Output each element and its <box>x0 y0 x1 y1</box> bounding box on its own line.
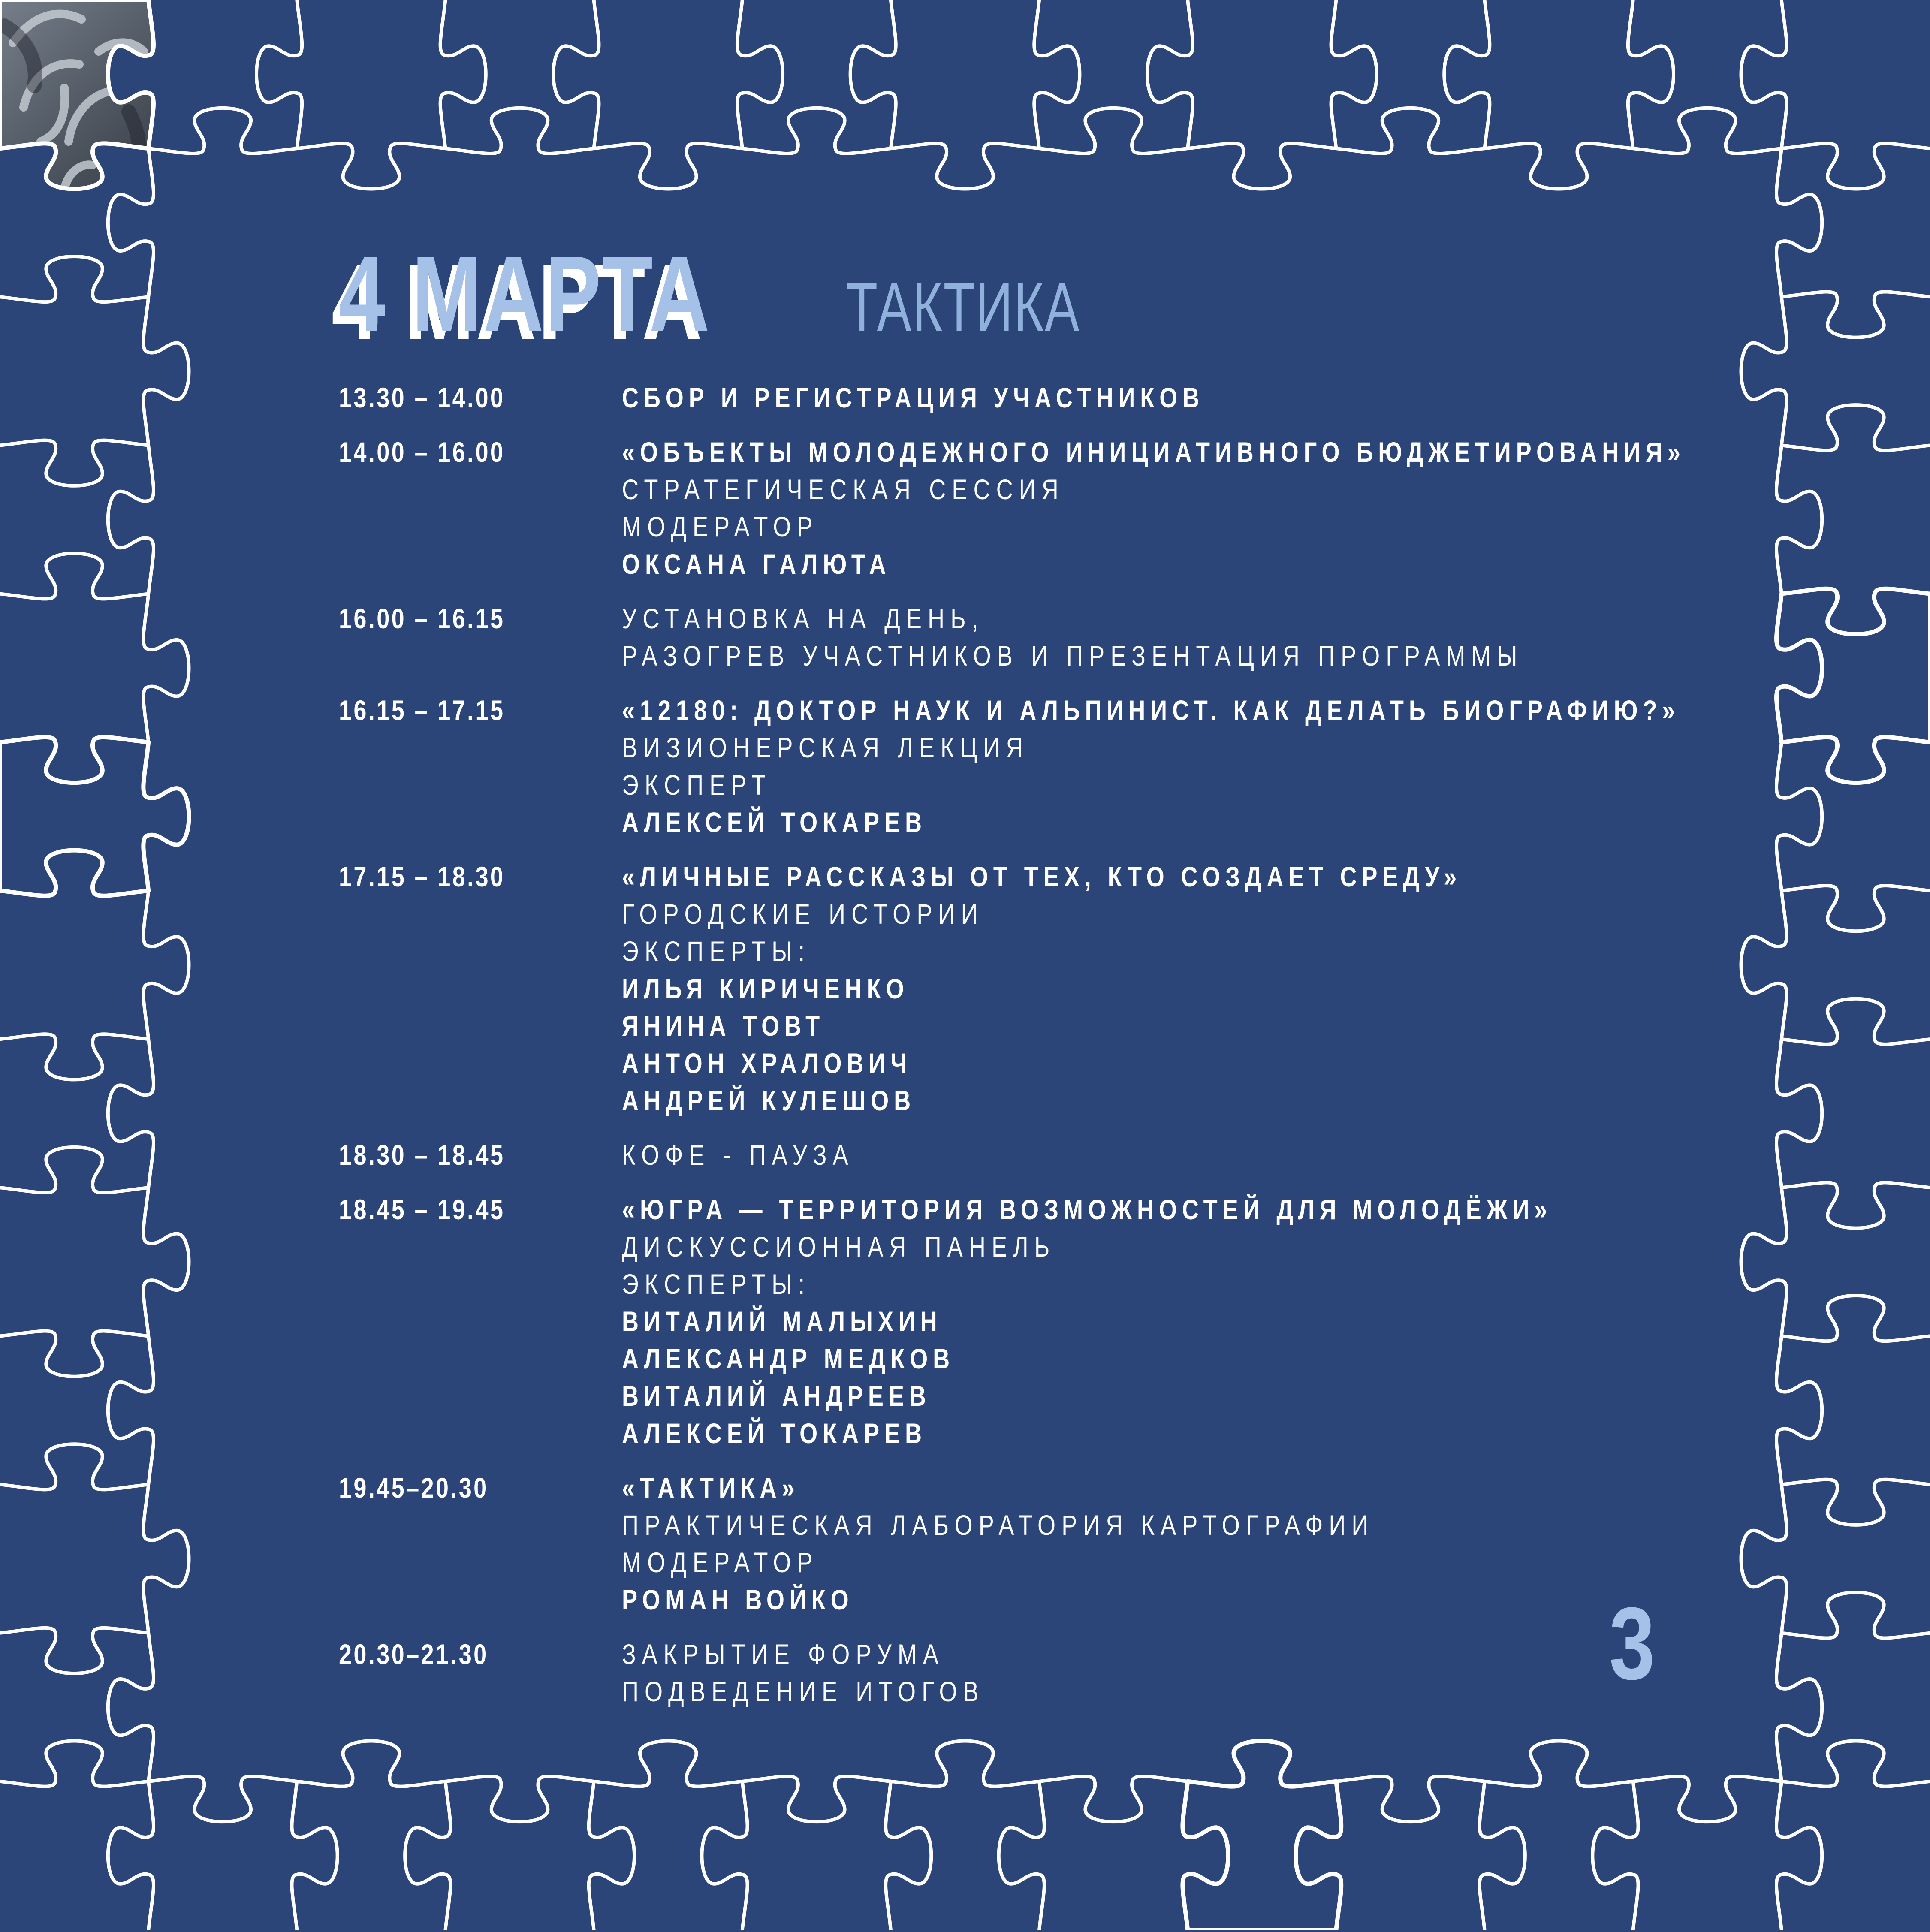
session-detail: ЗАКРЫТИЕ ФОРУМА <box>622 1638 945 1670</box>
session-detail: РАЗОГРЕВ УЧАСТНИКОВ И ПРЕЗЕНТАЦИЯ ПРОГРАММЫ <box>622 640 1523 672</box>
session-time: 13.30 – 14.00 <box>339 382 505 413</box>
session-time: 19.45–20.30 <box>339 1472 489 1504</box>
session-title-or-speaker: «ЛИЧНЫЕ РАССКАЗЫ ОТ ТЕХ, КТО СОЗДАЕТ СРЕДУ» <box>622 861 1462 892</box>
session-title-or-speaker: «ТАКТИКА» <box>622 1472 800 1504</box>
session-detail: ПОДВЕДЕНИЕ ИТОГОВ <box>622 1676 985 1707</box>
session-detail: МОДЕРАТОР <box>622 1546 819 1578</box>
schedule-session-row <box>339 858 1703 1119</box>
session-title-or-speaker: «ЮГРА — ТЕРРИТОРИЯ ВОЗМОЖНОСТЕЙ ДЛЯ МОЛОДЁЖИ» <box>622 1194 1553 1225</box>
session-detail: ВИЗИОНЕРСКАЯ ЛЕКЦИЯ <box>622 732 1029 763</box>
schedule-session-row <box>339 1191 1703 1452</box>
date-title: 4 МАРТА <box>339 234 712 353</box>
schedule-session-row <box>339 600 1703 675</box>
session-detail: ПРАКТИЧЕСКАЯ ЛАБОРАТОРИЯ КАРТОГРАФИИ <box>622 1509 1375 1541</box>
session-description <box>622 1191 1757 1452</box>
session-time: 16.15 – 17.15 <box>339 694 505 726</box>
session-detail: ЭКСПЕРТ <box>622 769 772 801</box>
session-description <box>622 434 1919 583</box>
page-title <box>339 234 1703 353</box>
session-time: 14.00 – 16.00 <box>339 436 505 468</box>
session-title-or-speaker: АНДРЕЙ КУЛЕШОВ <box>622 1085 916 1116</box>
session-description <box>622 858 1703 1119</box>
session-detail: МОДЕРАТОР <box>622 511 819 543</box>
schedule-session-row <box>339 1469 1703 1619</box>
session-title-or-speaker: РОМАН ВОЙКО <box>622 1584 854 1616</box>
session-detail: ДИСКУССИОННАЯ ПАНЕЛЬ <box>622 1231 1056 1263</box>
session-detail: ГОРОДСКИЕ ИСТОРИИ <box>622 898 984 930</box>
schedule <box>339 379 1703 1710</box>
session-title-or-speaker: ВИТАЛИЙ МАЛЫХИН <box>622 1305 942 1337</box>
session-title-or-speaker: ИЛЬЯ КИРИЧЕНКО <box>622 973 909 1004</box>
session-title-or-speaker: АЛЕКСЕЙ ТОКАРЕВ <box>622 1417 927 1449</box>
session-detail: КОФЕ - ПАУЗА <box>622 1139 854 1171</box>
session-description <box>622 692 1912 841</box>
schedule-session-row <box>339 1636 1703 1710</box>
session-time: 20.30–21.30 <box>339 1638 489 1670</box>
page-number: 3 <box>1609 1586 1655 1701</box>
session-description <box>622 1469 1703 1619</box>
program-content <box>339 234 1703 1727</box>
session-time: 18.45 – 19.45 <box>339 1194 505 1225</box>
session-description <box>622 379 1703 416</box>
schedule-session-row <box>339 379 1703 416</box>
session-time: 17.15 – 18.30 <box>339 861 505 892</box>
session-description <box>622 1136 1703 1174</box>
session-detail: ЭКСПЕРТЫ: <box>622 1268 811 1300</box>
session-title-or-speaker: АЛЕКСЕЙ ТОКАРЕВ <box>622 806 927 838</box>
session-description <box>622 600 1721 675</box>
session-time: 18.30 – 18.45 <box>339 1139 505 1171</box>
session-title-or-speaker: «12180: ДОКТОР НАУК И АЛЬПИНИСТ. КАК ДЕЛАТЬ БИОГРАФИЮ?» <box>622 694 1680 726</box>
session-time: 16.00 – 16.15 <box>339 603 505 634</box>
schedule-session-row <box>339 692 1703 841</box>
session-title-or-speaker: «ОБЪЕКТЫ МОЛОДЕЖНОГО ИНИЦИАТИВНОГО БЮДЖЕТИРОВАНИЯ» <box>622 436 1686 468</box>
session-title-or-speaker: СБОР И РЕГИСТРАЦИЯ УЧАСТНИКОВ <box>622 382 1205 413</box>
session-title-or-speaker: ВИТАЛИЙ АНДРЕЕВ <box>622 1380 931 1412</box>
session-detail: УСТАНОВКА НА ДЕНЬ, <box>622 603 984 634</box>
session-title-or-speaker: ЯНИНА ТОВТ <box>622 1010 825 1042</box>
session-detail: СТРАТЕГИЧЕСКАЯ СЕССИЯ <box>622 473 1065 505</box>
session-detail: ЭКСПЕРТЫ: <box>622 935 811 967</box>
session-title-or-speaker: ОКСАНА ГАЛЮТА <box>622 548 891 580</box>
schedule-session-row <box>339 1136 1703 1174</box>
session-description <box>622 1636 1703 1710</box>
day-theme-title: ТАКТИКА <box>846 268 1080 345</box>
photo-sunset-power-line-puzzle-piece <box>1136 1730 1389 1930</box>
photo-apartment-building-puzzle-piece <box>0 734 206 905</box>
schedule-session-row <box>339 434 1703 583</box>
photo-petroglyph-puzzle-piece <box>0 0 202 202</box>
session-title-or-speaker: АНТОН ХРАЛОВИЧ <box>622 1047 912 1079</box>
session-title-or-speaker: АЛЕКСАНДР МЕДКОВ <box>622 1343 955 1374</box>
